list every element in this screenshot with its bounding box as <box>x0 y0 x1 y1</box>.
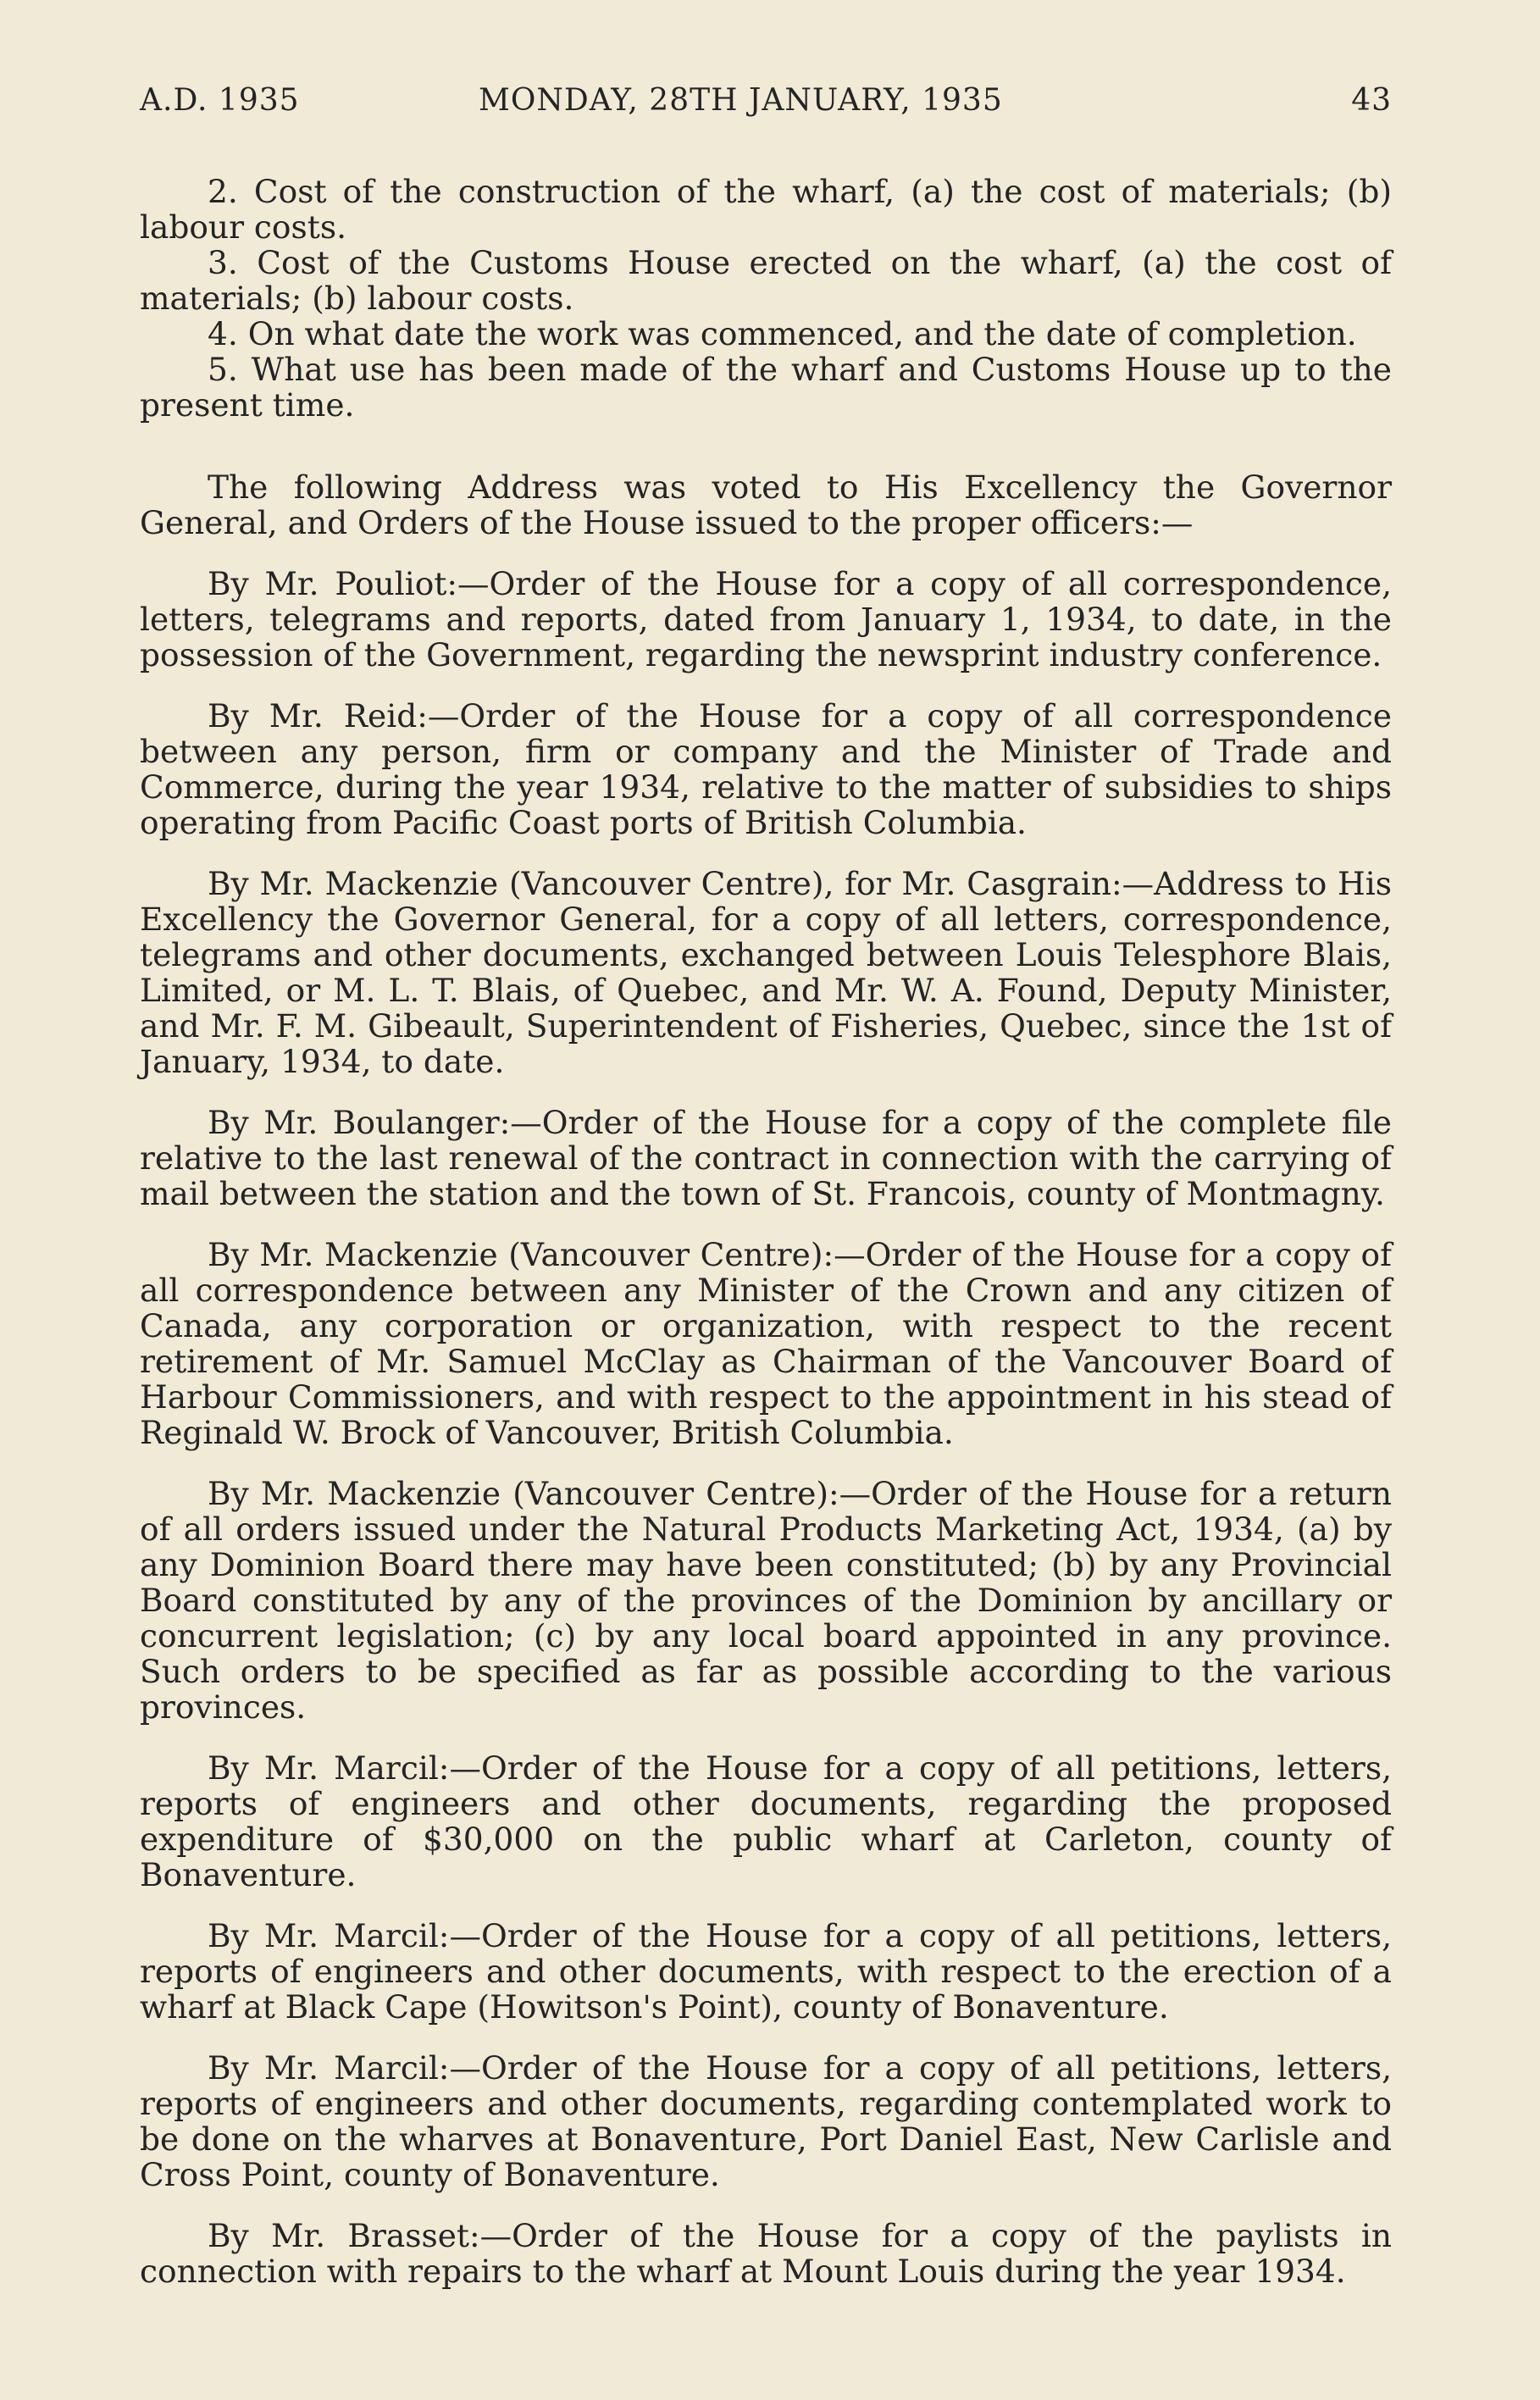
page-number: 43 <box>1351 83 1392 118</box>
intro-paragraph: The following Address was voted to His Excellency the Governor General, and Orders of the House issued to the proper officers:— <box>140 468 1392 541</box>
order-paragraph: By Mr. Mackenzie (Vancouver Centre), for Mr. Casgrain:—Address to His Excellency the Governor General, for a copy of all letters, correspondence, telegrams and other documents, exchanged between Louis Telesphore Blais, Limited, or M. L. T. Blais, of Quebec, and Mr. W. A. Found, Deputy Minister, and Mr. F. M. Gibeault, Superintendent of Fisheries, Quebec, since the 1st of January, 1934, to date. <box>140 865 1392 1080</box>
order-paragraph: By Mr. Marcil:—Order of the House for a copy of all petitions, letters, reports of engineers and other documents, regarding contemplated work to be done on the wharves at Bonaventure, Port Daniel East, New Carlisle and Cross Point, county of Bonaventure. <box>140 2049 1392 2193</box>
order-paragraph: By Mr. Mackenzie (Vancouver Centre):—Order of the House for a copy of all correspondence between any Minister of the Crown and any citizen of Canada, any corporation or organization, with respect to the recent retirement of Mr. Samuel McClay as Chairman of the Vancouver Board of Harbour Commissioners, and with respect to the appointment in his stead of Reginald W. Brock of Vancouver, British Columbia. <box>140 1236 1392 1451</box>
header-date: MONDAY, 28TH JANUARY, 1935 <box>479 83 1003 118</box>
order-paragraph: By Mr. Pouliot:—Order of the House for a copy of all correspondence, letters, telegrams and reports, dated from January 1, 1934, to date, in the possession of the Government, regarding the newsprint industry conference. <box>140 565 1392 673</box>
question-item: 5. What use has been made of the wharf and Customs House up to the present time. <box>140 351 1392 424</box>
question-list <box>140 174 1392 423</box>
order-paragraph: By Mr. Mackenzie (Vancouver Centre):—Order of the House for a return of all orders issued under the Natural Products Marketing Act, 1934, (a) by any Dominion Board there may have been constituted; (b) by any Provincial Board constituted by any of the provinces of the Dominion by ancillary or concurrent legislation; (c) by any local board appointed in any province. Such orders to be specified as far as possible according to the various provinces. <box>140 1475 1392 1726</box>
page-body <box>140 174 1392 2314</box>
header-year: A.D. 1935 <box>140 83 300 118</box>
order-paragraph: By Mr. Marcil:—Order of the House for a copy of all petitions, letters, reports of engineers and other documents, with respect to the erection of a wharf at Black Cape (Howitson's Point), county of Bonaventure. <box>140 1917 1392 2026</box>
order-paragraph: By Mr. Marcil:—Order of the House for a copy of all petitions, letters, reports of engineers and other documents, regarding the proposed expenditure of $30,000 on the public wharf at Carleton, county of Bonaventure. <box>140 1749 1392 1893</box>
question-item: 2. Cost of the construction of the wharf, (a) the cost of materials; (b) labour costs. <box>140 173 1392 246</box>
orders-list <box>140 566 1392 2289</box>
order-paragraph: By Mr. Reid:—Order of the House for a copy of all correspondence between any person, firm or company and the Minister of Trade and Commerce, during the year 1934, relative to the matter of subsidies to ships operating from Pacific Coast ports of British Columbia. <box>140 697 1392 841</box>
order-paragraph: By Mr. Brasset:—Order of the House for a copy of the paylists in connection with repairs to the wharf at Mount Louis during the year 1934. <box>140 2217 1392 2290</box>
question-item: 4. On what date the work was commenced, and the date of completion. <box>208 315 1357 352</box>
order-paragraph: By Mr. Boulanger:—Order of the House for a copy of the complete file relative to the last renewal of the contract in connection with the carrying of mail between the station and the town of St. Francois, county of Montmagny. <box>140 1104 1392 1212</box>
question-item: 3. Cost of the Customs House erected on the wharf, (a) the cost of materials; (b) labour costs. <box>140 244 1392 317</box>
running-header <box>140 83 1392 124</box>
